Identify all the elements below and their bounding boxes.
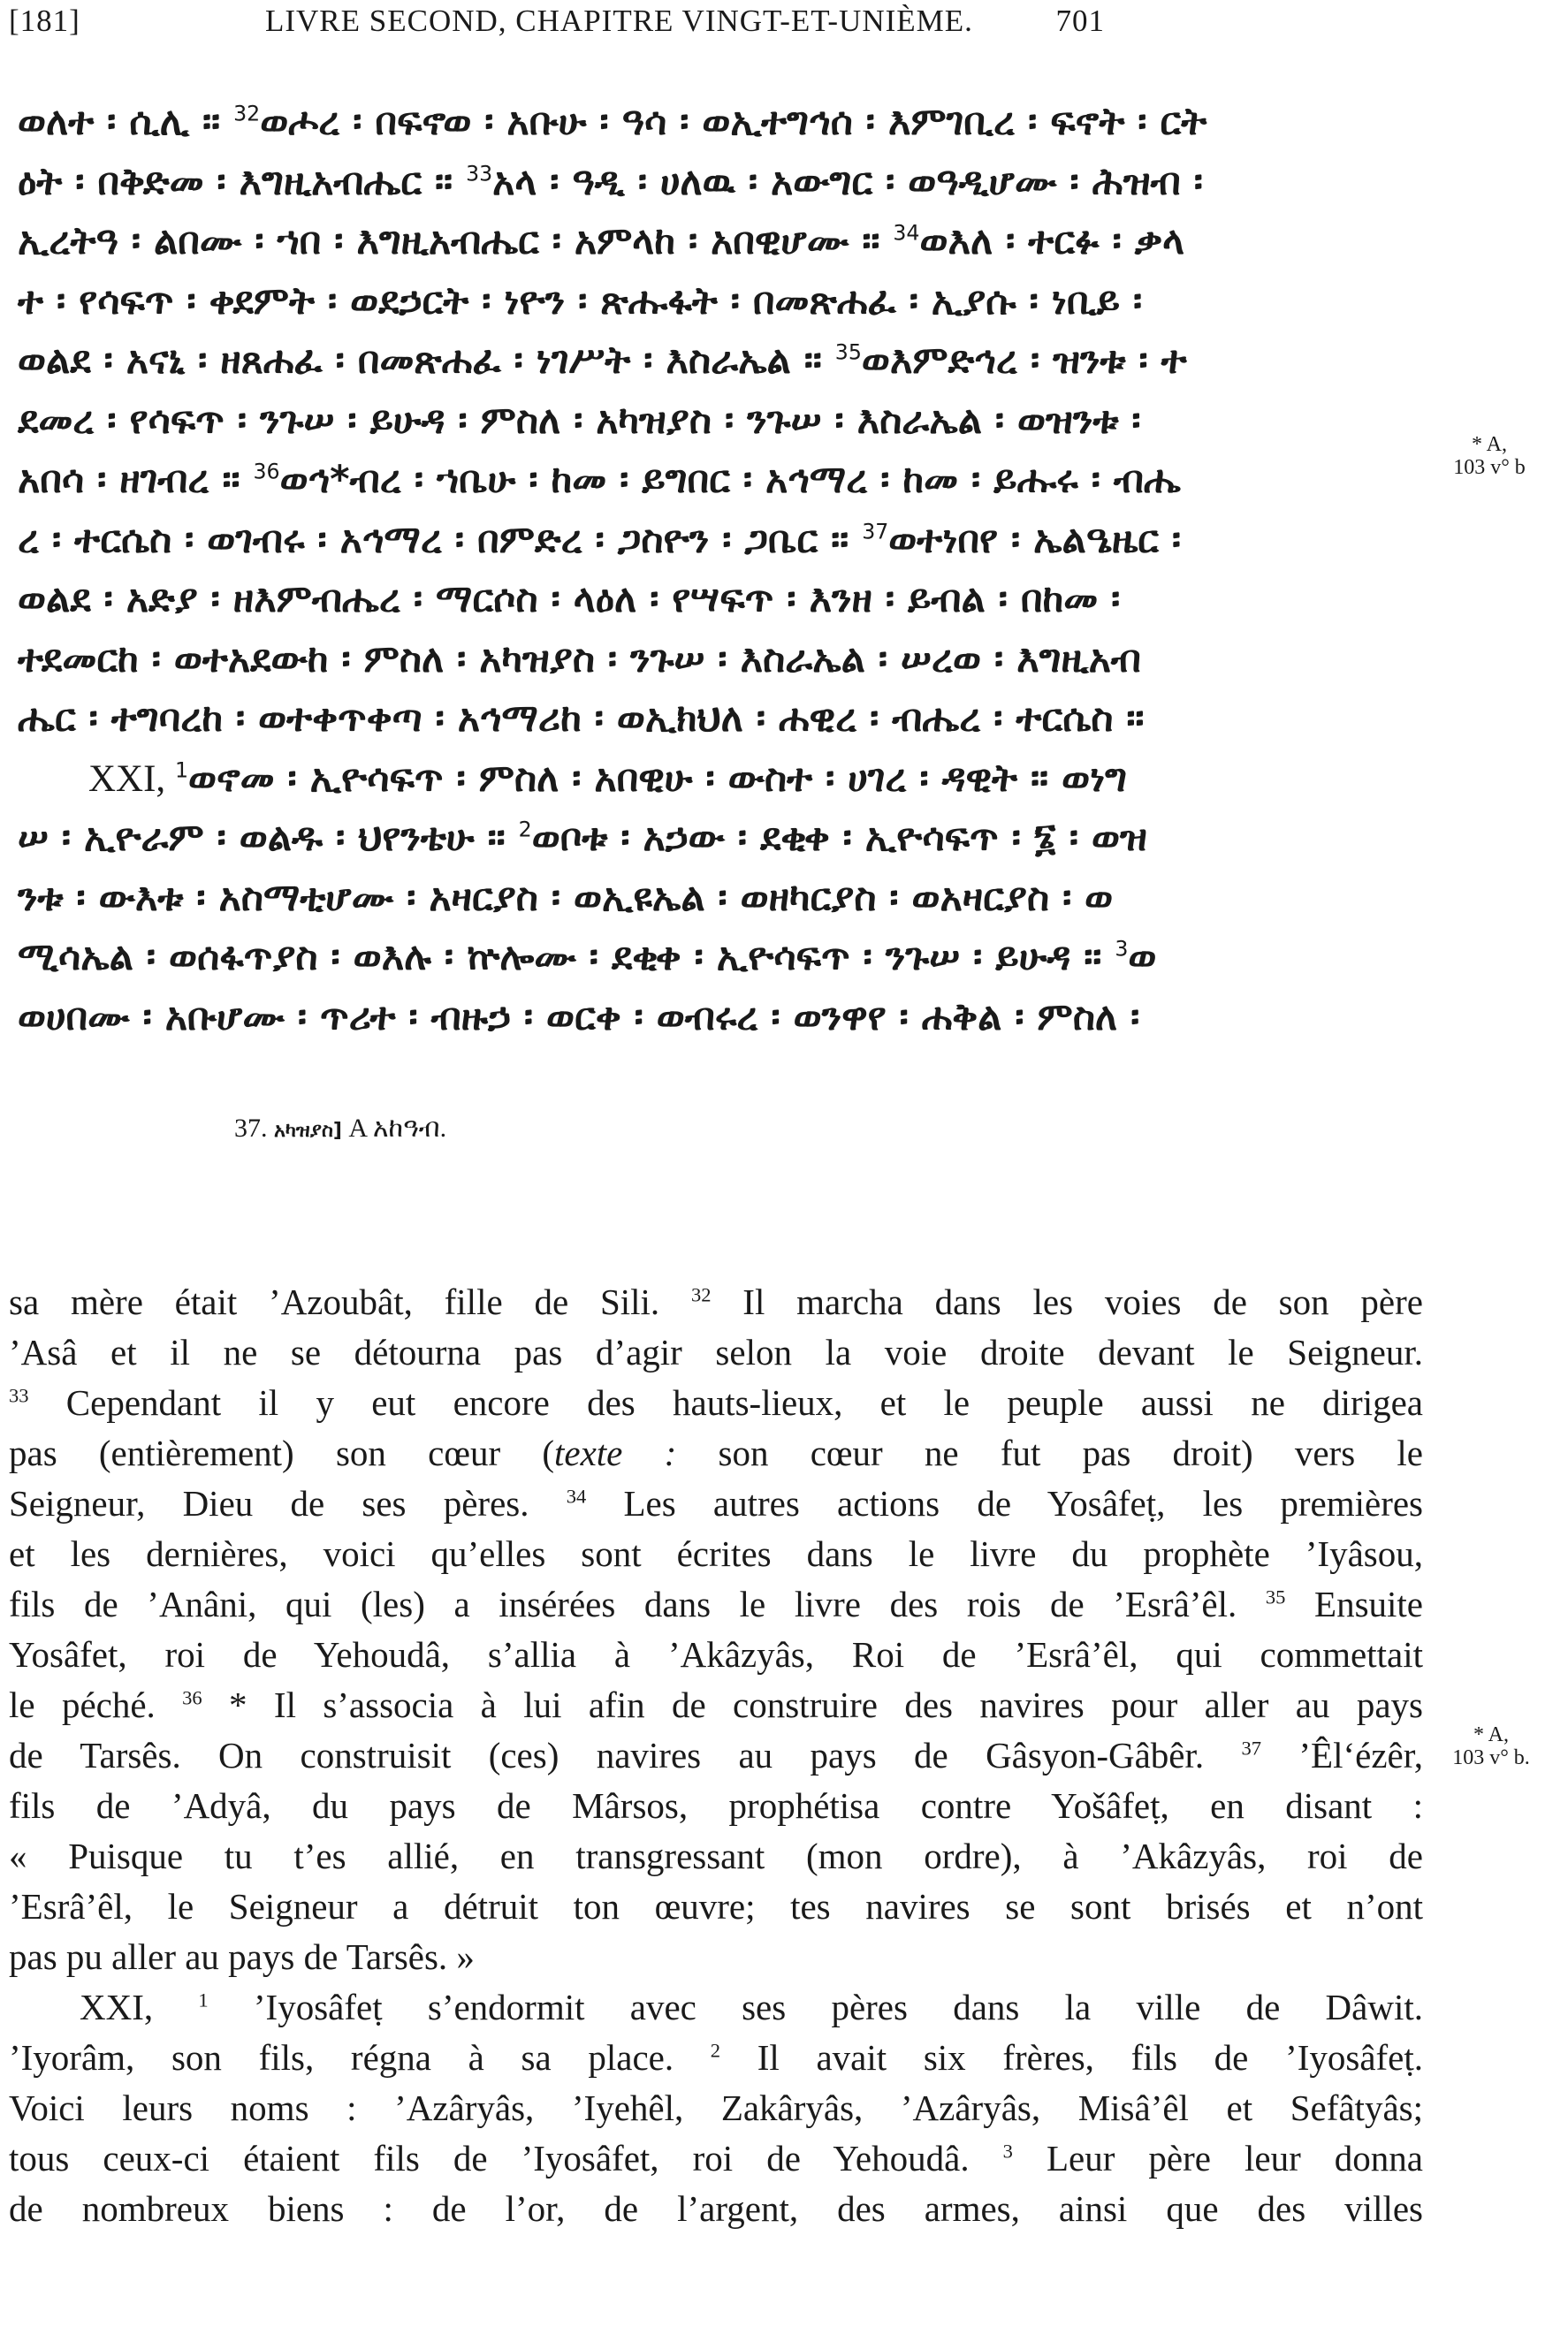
french-line: ’Iyorâm, son fils, régna à sa place. $^2$ Il avait six frères, fils de ’Iyosâfeṭ. (9, 2037, 1424, 2078)
ethiopic-line: XXI, $^1$ወኖመ ፡ ኢዮሳፍጥ ፡ ምስለ ፡ አበዊሁ ፡ ውስተ ፡ ሀገረ ፡ ዳዊት ። ወነግ (88, 756, 1128, 801)
ethiopic-line: ደመረ ፡ የሳፍጥ ፡ ንጉሠ ፡ ይሁዳ ፡ ምስለ ፡ አካዝያስ ፡ ንጉሠ ፡ እስራኤል ፡ ወዝንቱ ፡ (18, 398, 1141, 443)
french-line: $^{33}$ Cependant il y eut encore des hauts-lieux, et le peuple aussi ne dirigea (9, 1382, 1423, 1423)
ethiopic-line: ተደመርከ ፡ ወተአደውከ ፡ ምስለ ፡ አካዝያስ ፡ ንጉሠ ፡ እስራኤል ፡ ሠረወ ፡ እግዚአብ (18, 636, 1141, 681)
french-line: de Tarsês. On construisit (ces) navires au pays de Gâsyon-Gâbêr. $^{37}$ ’Êl‘ézêr, (9, 1735, 1423, 1776)
page-reference: [181] (9, 4, 80, 38)
french-line: ’Esrâ’êl, le Seigneur a détruit ton œuvre; tes navires se sont brisés et n’ont (9, 1886, 1423, 1927)
ethiopic-line: ተ ፡ የሳፍጥ ፡ ቀደምት ፡ ወደኃርት ፡ ነዮን ፡ ጽሑፋት ፡ በመጽሐፈ ፡ ኢያሱ ፡ ነቢይ ፡ (18, 278, 1143, 323)
ethiopic-line: ኢረትዓ ፡ ልበሙ ፡ ኀበ ፡ እግዚአብሔር ፡ አምላከ ፡ አበዊሆሙ ። $^{34}$ወእለ ፡ ተርፉ ፡ ቃላ (18, 219, 1185, 263)
french-line: sa mère était ’Azoubât, fille de Sili. $^{32}$ Il marcha dans les voies de son père (9, 1281, 1423, 1322)
french-line: pas pu aller au pays de Tarsês. » (9, 1936, 475, 1977)
ethiopic-line: ዕት ፡ በቅድመ ፡ እግዚአብሔር ። $^{33}$አላ ፡ ዓዲ ፡ ሀለዉ ፡ አውግር ፡ ወዓዲሆሙ ፡ ሕዝብ ፡ (18, 159, 1203, 204)
ethiopic-line: አበሳ ፡ ዘገብረ ። $^{36}$ወኅ*ብረ ፡ ኀቤሁ ፡ ከመ ፡ ይግበር ፡ አኅማረ ፡ ከመ ፡ ይሑሩ ፡ ብሔ (18, 458, 1181, 502)
french-line: le péché. $^{36}$ * Il s’associa à lui afin de construire des navires pour aller au pays (9, 1684, 1423, 1725)
ethiopic-line: ሚሳኤል ፡ ወሰፋጥያስ ፡ ወእሉ ፡ ኵሎሙ ፡ ደቂቀ ፡ ኢዮሳፍጥ ፡ ንጉሠ ፡ ይሁዳ ። $^3$ወ (18, 935, 1157, 979)
french-line: fils de ’Anâni, qui (les) a insérées dans le livre des rois de ’Esrâ’êl. $^{35}$ Ensuite (9, 1584, 1424, 1624)
running-header (9, 4, 1105, 57)
ethiopic-line: ወሀበሙ ፡ አቡሆሙ ፡ ጥሪተ ፡ ብዙኃ ፡ ወርቀ ፡ ወብሩረ ፡ ወንዋየ ፡ ሐቅል ፡ ምስለ ፡ (18, 994, 1140, 1039)
running-title: LIVRE SECOND, CHAPITRE VINGT-ET-UNIÈME. (265, 4, 973, 38)
ethiopic-line: ረ ፡ ተርሴስ ፡ ወገብሩ ፡ አኅማረ ፡ በምድረ ፡ ጋስዮን ፡ ጋቤር ። $^{37}$ወተነበየ ፡ ኤልዔዜር ፡ (18, 517, 1181, 562)
french-line: fils de ’Adyâ, du pays de Mârsos, prophétisa contre Yošâfeṭ, en disant : (9, 1785, 1423, 1826)
chapter-marker: XXI, (80, 1987, 199, 2027)
french-line: et les dernières, voici qu’elles sont écrites dans le livre du prophète ’Iyâsou, (9, 1533, 1423, 1574)
french-line: Yosâfet, roi de Yehoudâ, s’allia à ’Akâzyâs, Roi de ’Esrâ’êl, qui commettait (9, 1634, 1423, 1675)
french-translation-block (9, 1277, 1423, 2234)
french-line: Voici leurs noms : ’Azâryâs, ’Iyehêl, Zakâryâs, ’Azâryâs, Misâ’êl et Sefâtyâs; (9, 2087, 1423, 2128)
french-line: Seigneur, Dieu de ses pères. $^{34}$ Les autres actions de Yosâfeṭ, les premières (9, 1483, 1423, 1524)
page-number: 701 (1055, 4, 1105, 38)
ethiopic-line: ሔር ፡ ተግባረከ ፡ ወተቀጥቀጣ ፡ አኅማሪከ ፡ ወኢክህለ ፡ ሐዊረ ፡ ብሔረ ፡ ተርሴስ ። (18, 696, 1145, 741)
french-line: pas (entièrement) son cœur (texte : son cœur ne fut pas droit) vers le (9, 1433, 1423, 1473)
french-line: ’Asâ et il ne se détourna pas d’agir selon la voie droite devant le Seigneur. (9, 1332, 1423, 1373)
ethiopic-line: ወልደ ፡ አድያ ፡ ዘእምብሔረ ፡ ማርሶስ ፡ ላዕለ ፡ የሣፍጥ ፡ እንዘ ፡ ይብል ፡ በከመ ፡ (18, 577, 1121, 621)
french-line: « Puisque tu t’es allié, en transgressant (mon ordre), à ’Akâzyâs, roi de (9, 1836, 1423, 1876)
ethiopic-line: ሠ ፡ ኢዮራም ፡ ወልዱ ፡ ህየንቴሁ ። $^2$ወቦቱ ፡ አኃው ፡ ደቂቀ ፡ ኢዮሳፍጥ ፡ ፮ ፡ ወዝ (18, 816, 1147, 860)
french-line: XXI, $^1$ ’Iyosâfeṭ s’endormit avec ses pères dans la ville de Dâwit. (80, 1987, 1423, 2027)
footnote: 37. አካዝያስ] A አከዓብ. (234, 1114, 447, 1143)
margin-note-bottom: * A, 103 v° b. (1452, 1723, 1530, 1769)
ethiopic-line: ንቱ ፡ ውእቱ ፡ አስማቲሆሙ ፡ አዛርያስ ፡ ወኢዩኤል ፡ ወዘካርያስ ፡ ወአዛርያስ ፡ ወ (18, 875, 1114, 920)
chapter-marker: XXI, (88, 757, 175, 800)
french-line: de nombreux biens : de l’or, de l’argent, des armes, ainsi que des villes (9, 2188, 1423, 2229)
ethiopic-line: ወልደ ፡ አናኒ ፡ ዘጸሐፈ ፡ በመጽሐፈ ፡ ነገሥት ፡ እስራኤል ። $^{35}$ወእምድኅረ ፡ ዝንቱ ፡ ተ (18, 338, 1187, 383)
french-line: tous ceux-ci étaient fils de ’Iyosâfet, roi de Yehoudâ. $^3$ Leur père leur donna (9, 2138, 1423, 2179)
ethiopic-text-block (18, 93, 1207, 1047)
margin-note-top: * A, 103 v° b (1453, 433, 1526, 479)
ethiopic-line: ወለተ ፡ ሲሊ ። $^{32}$ወሖረ ፡ በፍኖወ ፡ አቡሁ ፡ ዓሳ ፡ ወኢተግኅሰ ፡ እምገቢረ ፡ ፍኖት ፡ ርት (18, 100, 1207, 144)
